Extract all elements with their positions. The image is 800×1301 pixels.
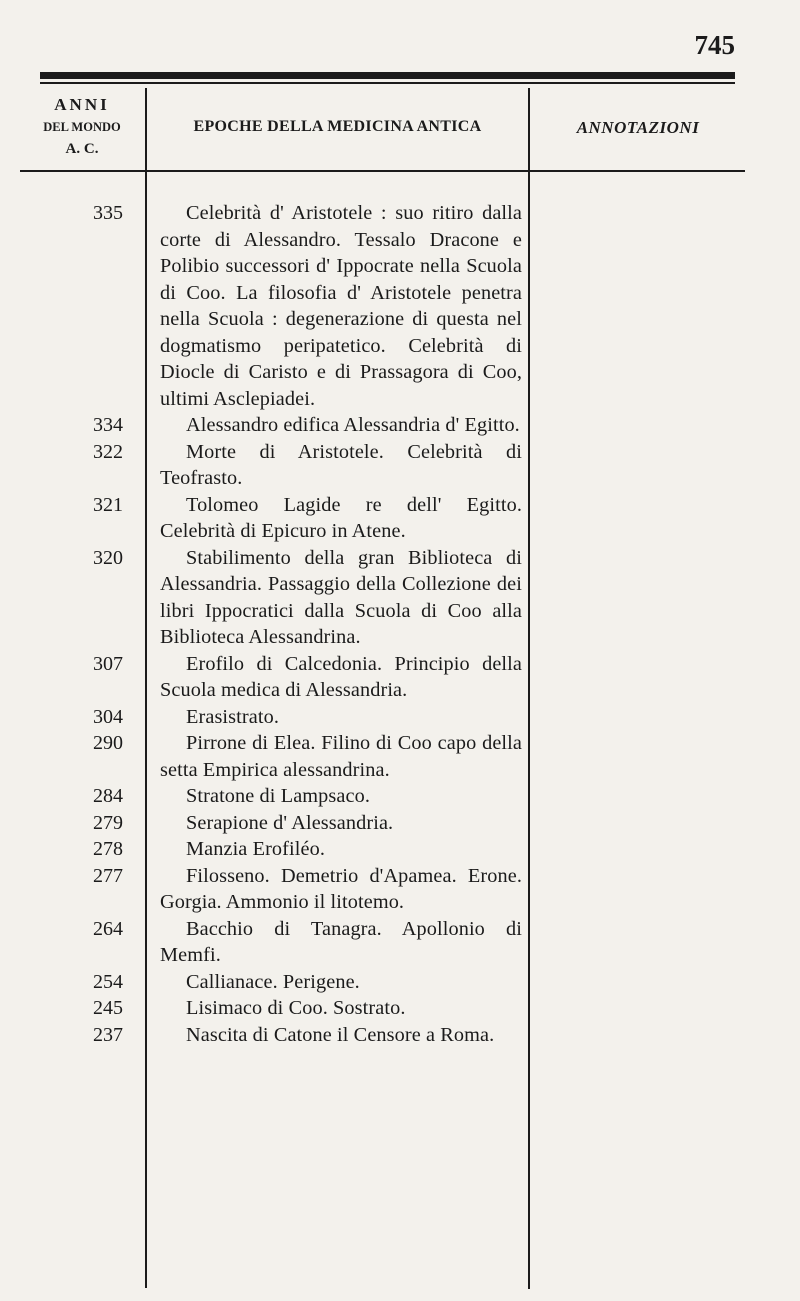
column-header-epochs: EPOCHE DELLA MEDICINA ANTICA	[193, 118, 482, 135]
entry-text: Filosseno. Demetrio d'Apamea. Erone. Gorgia. Ammonio il litotemo.	[160, 864, 522, 913]
table-row	[0, 863, 530, 916]
entry-year: 279	[93, 811, 123, 834]
table-row	[0, 916, 530, 969]
column-header-years	[22, 94, 142, 160]
top-thin-rule	[40, 82, 735, 84]
entry-text: Callianace. Perigene.	[186, 970, 360, 993]
entry-text: Erofilo di Calcedonia. Principio della Scuola medica di Alessandria.	[160, 652, 522, 701]
entry-year: 237	[93, 1023, 123, 1046]
table-row	[0, 492, 530, 545]
page-number: 745	[694, 30, 735, 60]
entry-text: Manzia Erofiléo.	[186, 838, 326, 860]
entry-year: 304	[93, 705, 123, 728]
entry-text: Celebrità d' Aristotele : suo ritiro dalla corte di Alessandro. Tessalo Dracone e Polibio successori d' Ippocrate nella Scuola di Coo. La filosofia d' Aristotele penetra nella Scuola : degenerazione di questa nel dogmatismo peripatetico. Celebrità di Diocle di Caristo e di Prassagora di Coo, ultimi Asclepiadei.	[160, 202, 522, 410]
entry-text: Morte di Aristotele. Celebrità di Teofrasto.	[160, 440, 522, 489]
entry-year: 284	[93, 785, 123, 807]
entry-year: 320	[93, 546, 123, 569]
table-row	[0, 969, 530, 996]
table-row	[0, 836, 530, 863]
header-bottom-rule	[20, 170, 745, 172]
table-row	[0, 783, 530, 810]
entry-text: Tolomeo Lagide re dell' Egitto. Celebrità di Epicuro in Atene.	[160, 493, 522, 542]
table-row	[0, 704, 530, 731]
entry-year: 334	[93, 414, 123, 436]
entry-year: 335	[93, 202, 123, 224]
entry-text: Serapione d' Alessandria.	[186, 811, 394, 834]
column-header-annotations: ANNOTAZIONI	[576, 118, 700, 137]
table-row	[0, 1022, 530, 1049]
table-row	[0, 439, 530, 492]
entry-year: 277	[93, 864, 123, 887]
entry-year: 278	[93, 838, 123, 860]
entry-text: Alessandro edifica Alessandria d' Egitto.	[186, 414, 520, 436]
table-row	[0, 810, 530, 837]
entries-list	[0, 200, 530, 1048]
table-row	[0, 730, 530, 783]
entry-year: 290	[93, 732, 123, 754]
top-double-rule	[40, 72, 735, 79]
entry-year: 307	[93, 652, 123, 675]
entry-text: Nascita di Catone il Censore a Roma.	[186, 1023, 495, 1046]
entry-text: Bacchio di Tanagra. Apollonio di Memfi.	[160, 917, 522, 966]
header-ac: A. C.	[65, 141, 99, 157]
entry-text: Lisimaco di Coo. Sostrato.	[186, 997, 406, 1019]
header-del-mondo: DEL MONDO	[43, 120, 121, 134]
table-row	[0, 995, 530, 1022]
table-row	[0, 200, 530, 412]
table-row	[0, 412, 530, 439]
entry-text: Stratone di Lampsaco.	[186, 785, 371, 807]
entry-year: 245	[93, 997, 123, 1019]
table-row	[0, 651, 530, 704]
table-row	[0, 545, 530, 651]
entry-text: Stabilimento della gran Biblioteca di Alessandria. Passaggio della Collezione dei libri Ippocratici dalla Scuola di Coo alla Biblioteca Alessandrina.	[160, 546, 522, 648]
entry-text: Erasistrato.	[186, 705, 280, 728]
header-anni: ANNI	[54, 95, 110, 114]
entry-year: 254	[93, 970, 123, 993]
entry-text: Pirrone di Elea. Filino di Coo capo della setta Empirica alessandrina.	[160, 732, 522, 781]
entry-year: 322	[93, 440, 123, 463]
entry-year: 264	[93, 917, 123, 940]
entry-year: 321	[93, 493, 123, 516]
